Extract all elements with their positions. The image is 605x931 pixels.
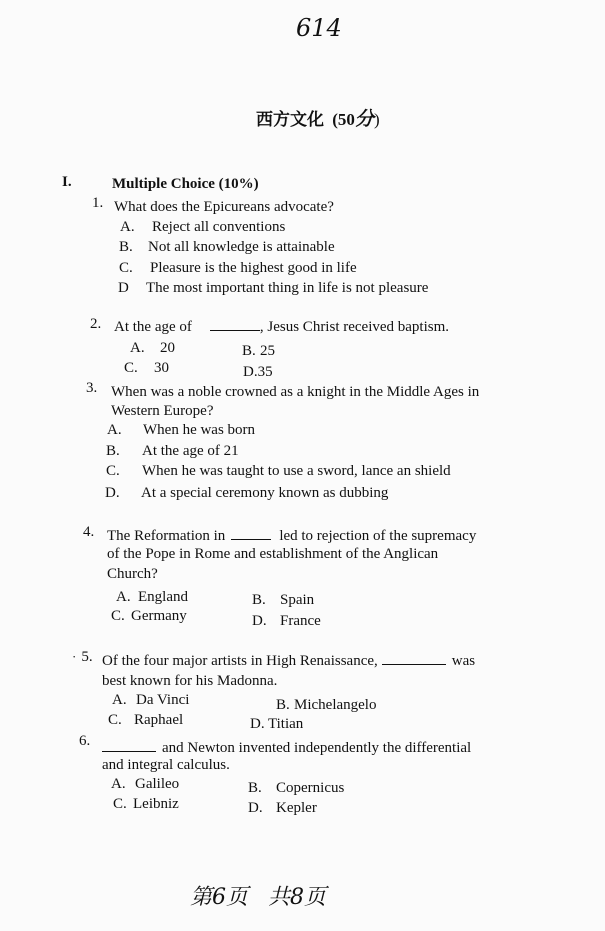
question-4-after: led to rejection of the supremacy	[279, 528, 477, 544]
question-5-line-2: best known for his Madonna.	[102, 673, 278, 689]
question-5-num: 5.	[81, 649, 93, 665]
option-text: 20	[160, 340, 175, 356]
exam-code: 614	[296, 14, 342, 42]
option-text: Spain	[280, 592, 315, 608]
question-2-option-c[interactable]	[124, 360, 169, 377]
option-text: France	[280, 613, 321, 629]
question-4-before: The Reformation in	[107, 528, 226, 544]
question-2-option-a[interactable]	[130, 340, 175, 357]
answer-blank[interactable]	[102, 739, 156, 752]
option-text: 35	[257, 364, 273, 380]
option-letter: D	[118, 280, 129, 296]
option-letter: C.	[124, 360, 138, 376]
question-4-line-3: Church?	[107, 566, 158, 582]
question-6-line-2: and integral calculus.	[102, 757, 230, 773]
score-close: )	[373, 110, 380, 129]
option-text: Kepler	[276, 800, 317, 816]
option-letter: C.	[113, 796, 127, 812]
subject-title: 西方文化	[256, 110, 324, 129]
option-letter: C.	[111, 608, 125, 624]
question-4-line-2: of the Pope in Rome and establishment of the Anglican	[107, 546, 439, 562]
question-1-option-d[interactable]	[118, 280, 428, 297]
question-5-option-a[interactable]	[112, 692, 189, 709]
score-unit: 分	[354, 108, 374, 130]
option-letter: A.	[107, 422, 122, 438]
option-letter: B.	[106, 443, 120, 459]
answer-blank[interactable]	[382, 652, 446, 665]
question-2-option-d[interactable]	[243, 364, 273, 381]
option-text: England	[138, 589, 188, 605]
option-text: Raphael	[134, 712, 184, 728]
option-letter: D.	[105, 485, 120, 501]
question-2-after: , Jesus Christ received baptism.	[259, 319, 450, 335]
answer-blank[interactable]	[210, 318, 260, 331]
question-2-before: At the age of	[114, 319, 192, 335]
option-letter: B.	[119, 239, 133, 255]
option-text: At the age of 21	[142, 443, 239, 459]
question-6-after: and Newton invented independently the differential	[162, 740, 472, 756]
option-letter: D.	[252, 613, 267, 629]
option-text: Germany	[131, 608, 187, 624]
answer-blank[interactable]	[231, 527, 271, 540]
score-open: (50	[332, 110, 355, 129]
question-4-option-a[interactable]	[116, 589, 188, 606]
question-5-before: Of the four major artists in High Renaissance,	[102, 653, 378, 669]
question-6-option-d[interactable]	[248, 800, 317, 817]
question-3-option-c[interactable]	[106, 463, 451, 480]
question-2-text	[114, 318, 449, 336]
option-letter: A.	[111, 776, 126, 792]
question-4-number: 4.	[83, 524, 95, 540]
question-4-option-b[interactable]	[252, 592, 314, 609]
question-3-number: 3.	[86, 380, 98, 396]
section-title: Multiple Choice (10%)	[112, 176, 259, 192]
option-letter: C.	[106, 463, 120, 479]
question-3-option-b[interactable]	[106, 443, 239, 460]
option-letter: A.	[112, 692, 127, 708]
option-letter: B.	[252, 592, 266, 608]
question-4-option-c[interactable]	[111, 608, 187, 625]
question-6-number: 6.	[79, 733, 91, 749]
option-letter: B.	[276, 697, 290, 713]
option-letter: B.	[248, 780, 262, 796]
option-text: Da Vinci	[136, 692, 190, 708]
option-letter: A.	[116, 589, 131, 605]
option-letter: A.	[120, 219, 135, 235]
question-1-option-c[interactable]	[119, 260, 357, 277]
option-text: Reject all conventions	[152, 219, 286, 235]
option-text: Pleasure is the highest good in life	[150, 260, 357, 276]
question-5-after: was	[451, 653, 476, 669]
page-number: 第6页	[190, 885, 248, 910]
question-5-option-b[interactable]	[276, 697, 376, 714]
option-text: Copernicus	[276, 780, 345, 796]
option-letter: D.	[243, 364, 258, 380]
section-numeral: I.	[62, 174, 72, 190]
stray-mark: ·	[72, 649, 77, 664]
option-letter: C.	[119, 260, 133, 276]
question-1-number: 1.	[92, 195, 104, 211]
question-6-option-a[interactable]	[111, 776, 179, 793]
question-5-option-c[interactable]	[108, 712, 183, 729]
question-5-line-1	[102, 652, 475, 670]
question-3-line-2: Western Europe?	[111, 403, 214, 419]
option-text: Michelangelo	[294, 697, 377, 713]
option-letter: D.	[248, 800, 263, 816]
question-6-option-c[interactable]	[113, 796, 179, 813]
question-1-option-b[interactable]	[119, 239, 335, 256]
option-letter: C.	[108, 712, 122, 728]
question-2-number: 2.	[90, 316, 102, 332]
option-letter: A.	[130, 340, 145, 356]
question-6-option-b[interactable]	[248, 780, 344, 797]
question-5-number	[72, 649, 93, 666]
question-3-option-d[interactable]	[105, 485, 388, 502]
question-3-option-a[interactable]	[107, 422, 255, 439]
question-4-option-d[interactable]	[252, 613, 321, 630]
question-3-line-1: When was a noble crowned as a knight in the Middle Ages in	[111, 384, 480, 400]
option-text: At a special ceremony known as dubbing	[141, 485, 389, 501]
option-text: 30	[154, 360, 169, 376]
option-text: Leibniz	[133, 796, 179, 812]
option-text: Galileo	[135, 776, 180, 792]
option-text: When he was born	[143, 422, 256, 438]
exam-title	[256, 104, 380, 131]
question-1-text: What does the Epicureans advocate?	[114, 199, 334, 215]
option-text: 25	[260, 343, 275, 359]
option-text: When he was taught to use a sword, lance an shield	[142, 463, 451, 479]
question-1-option-a[interactable]	[120, 219, 285, 236]
option-text: Not all knowledge is attainable	[148, 239, 335, 255]
question-4-line-1	[107, 527, 476, 545]
option-text: Titian	[268, 716, 304, 732]
question-5-option-d[interactable]	[250, 716, 303, 733]
option-letter: B.	[242, 343, 256, 359]
option-letter: D.	[250, 716, 265, 732]
option-text: The most important thing in life is not pleasure	[146, 280, 429, 296]
question-6-line-1	[102, 739, 471, 757]
page-total: 共8页	[268, 885, 326, 910]
question-2-option-b[interactable]	[242, 343, 275, 360]
